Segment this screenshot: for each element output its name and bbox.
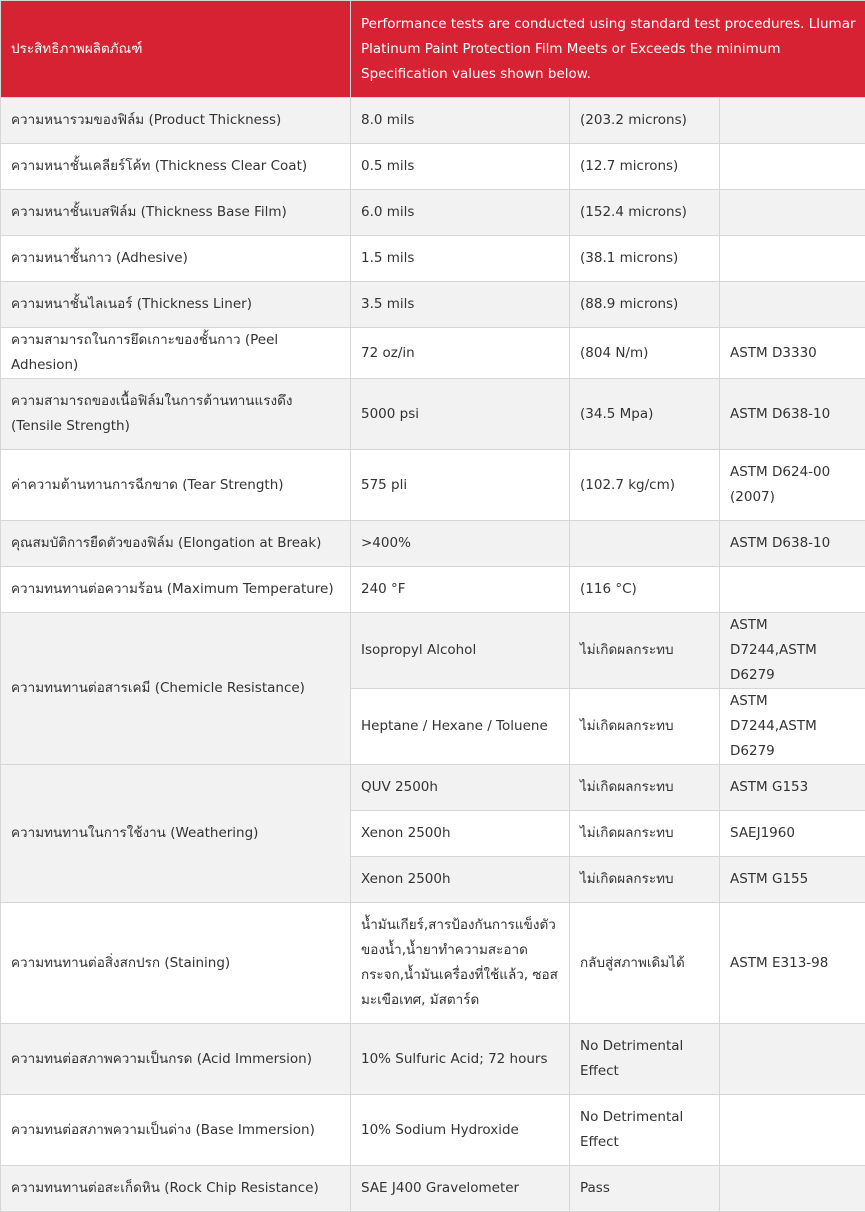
- value-cell: QUV 2500h: [351, 765, 570, 811]
- result-cell: กลับสู่สภาพเดิมได้: [570, 903, 720, 1024]
- method-cell: ASTM D3330: [720, 328, 865, 379]
- result-cell: No Detrimental Effect: [570, 1095, 720, 1166]
- value-cell: Xenon 2500h: [351, 857, 570, 903]
- property-cell: ค่าความต้านทานการฉีกขาด (Tear Strength): [1, 450, 351, 521]
- property-cell: คุณสมบัติการยืดตัวของฟิล์ม (Elongation at Break): [1, 521, 351, 567]
- table-row: [1, 450, 865, 521]
- property-cell: ความหนารวมของฟิล์ม (Product Thickness): [1, 98, 351, 144]
- value-cell: 0.5 mils: [351, 144, 570, 190]
- table-row: [1, 328, 865, 379]
- value-cell: 8.0 mils: [351, 98, 570, 144]
- value-cell: >400%: [351, 521, 570, 567]
- property-cell: ความทนทานต่อความร้อน (Maximum Temperature): [1, 567, 351, 613]
- value-cell: 3.5 mils: [351, 282, 570, 328]
- table-row: [1, 144, 865, 190]
- metric-cell: (116 °C): [570, 567, 720, 613]
- metric-cell: (102.7 kg/cm): [570, 450, 720, 521]
- table-row: [1, 236, 865, 282]
- metric-cell: (88.9 microns): [570, 282, 720, 328]
- table-row: [1, 379, 865, 450]
- value-cell: Isopropyl Alcohol: [351, 613, 570, 689]
- header-property: ประสิทธิภาพผลิตภัณฑ์: [1, 1, 351, 98]
- method-cell: ASTM E313-98: [720, 903, 865, 1024]
- property-cell: ความทนต่อสภาพความเป็นกรด (Acid Immersion): [1, 1024, 351, 1095]
- method-cell: ASTM D638-10: [720, 521, 865, 567]
- method-cell: [720, 1166, 865, 1212]
- property-cell: ความสามารถในการยึดเกาะของชั้นกาว (Peel Adhesion): [1, 328, 351, 379]
- method-cell: ASTM D7244,ASTM D6279: [720, 689, 865, 765]
- value-cell: Heptane / Hexane / Toluene: [351, 689, 570, 765]
- method-cell: [720, 190, 865, 236]
- table-row: [1, 765, 865, 811]
- method-cell: ASTM D638-10: [720, 379, 865, 450]
- property-cell: ความหนาชั้นไลเนอร์ (Thickness Liner): [1, 282, 351, 328]
- value-cell: 575 pli: [351, 450, 570, 521]
- metric-cell: (152.4 microns): [570, 190, 720, 236]
- method-cell: ASTM G153: [720, 765, 865, 811]
- table-row: [1, 903, 865, 1024]
- metric-cell: (34.5 Mpa): [570, 379, 720, 450]
- property-cell: ความทนทานในการใช้งาน (Weathering): [1, 765, 351, 903]
- method-cell: [720, 98, 865, 144]
- header-test-note: Performance tests are conducted using standard test procedures. Llumar Platinum Paint Protection Film Meets or Exceeds the minimum Specification values shown below.: [351, 1, 865, 98]
- property-cell: ความสามารถของเนื้อฟิล์มในการต้านทานแรงดึง (Tensile Strength): [1, 379, 351, 450]
- value-cell: 5000 psi: [351, 379, 570, 450]
- property-cell: ความหนาชั้นกาว (Adhesive): [1, 236, 351, 282]
- method-cell: [720, 1024, 865, 1095]
- method-cell: [720, 567, 865, 613]
- method-cell: ASTM D624-00 (2007): [720, 450, 865, 521]
- value-cell: 6.0 mils: [351, 190, 570, 236]
- value-cell: 240 °F: [351, 567, 570, 613]
- table-row: [1, 521, 865, 567]
- table-header-row: [1, 1, 865, 98]
- table-row: [1, 567, 865, 613]
- metric-cell: (38.1 microns): [570, 236, 720, 282]
- method-cell: [720, 1095, 865, 1166]
- metric-cell: (12.7 microns): [570, 144, 720, 190]
- table-row: [1, 190, 865, 236]
- table-row: [1, 98, 865, 144]
- result-cell: ไม่เกิดผลกระทบ: [570, 765, 720, 811]
- table-row: [1, 613, 865, 689]
- value-cell: 10% Sodium Hydroxide: [351, 1095, 570, 1166]
- property-cell: ความหนาชั้นเคลียร์โค้ท (Thickness Clear Coat): [1, 144, 351, 190]
- property-cell: ความทนทานต่อสารเคมี (Chemicle Resistance): [1, 613, 351, 765]
- result-cell: No Detrimental Effect: [570, 1024, 720, 1095]
- metric-cell: (804 N/m): [570, 328, 720, 379]
- value-cell: SAE J400 Gravelometer: [351, 1166, 570, 1212]
- value-cell: 10% Sulfuric Acid; 72 hours: [351, 1024, 570, 1095]
- table-row: [1, 282, 865, 328]
- property-cell: ความทนทานต่อสะเก็ดหิน (Rock Chip Resistance): [1, 1166, 351, 1212]
- table-row: [1, 1166, 865, 1212]
- method-cell: ASTM G155: [720, 857, 865, 903]
- result-cell: ไม่เกิดผลกระทบ: [570, 689, 720, 765]
- value-cell: 72 oz/in: [351, 328, 570, 379]
- result-cell: Pass: [570, 1166, 720, 1212]
- result-cell: ไม่เกิดผลกระทบ: [570, 613, 720, 689]
- method-cell: [720, 282, 865, 328]
- result-cell: ไม่เกิดผลกระทบ: [570, 857, 720, 903]
- method-cell: [720, 144, 865, 190]
- table-row: [1, 1024, 865, 1095]
- metric-cell: (203.2 microns): [570, 98, 720, 144]
- method-cell: [720, 236, 865, 282]
- value-cell: Xenon 2500h: [351, 811, 570, 857]
- metric-cell: [570, 521, 720, 567]
- property-cell: ความทนทานต่อสิ่งสกปรก (Staining): [1, 903, 351, 1024]
- table-row: [1, 1095, 865, 1166]
- value-cell: น้ำมันเกียร์,สารป้องกันการแข็งตัวของน้ำ,น้ำยาทำความสะอาดกระจก,น้ำมันเครื่องที่ใช้แล้ว, ซอสมะเขือเทศ, มัสตาร์ด: [351, 903, 570, 1024]
- method-cell: ASTM D7244,ASTM D6279: [720, 613, 865, 689]
- property-cell: ความทนต่อสภาพความเป็นด่าง (Base Immersion): [1, 1095, 351, 1166]
- property-cell: ความหนาชั้นเบสฟิล์ม (Thickness Base Film): [1, 190, 351, 236]
- method-cell: SAEJ1960: [720, 811, 865, 857]
- value-cell: 1.5 mils: [351, 236, 570, 282]
- result-cell: ไม่เกิดผลกระทบ: [570, 811, 720, 857]
